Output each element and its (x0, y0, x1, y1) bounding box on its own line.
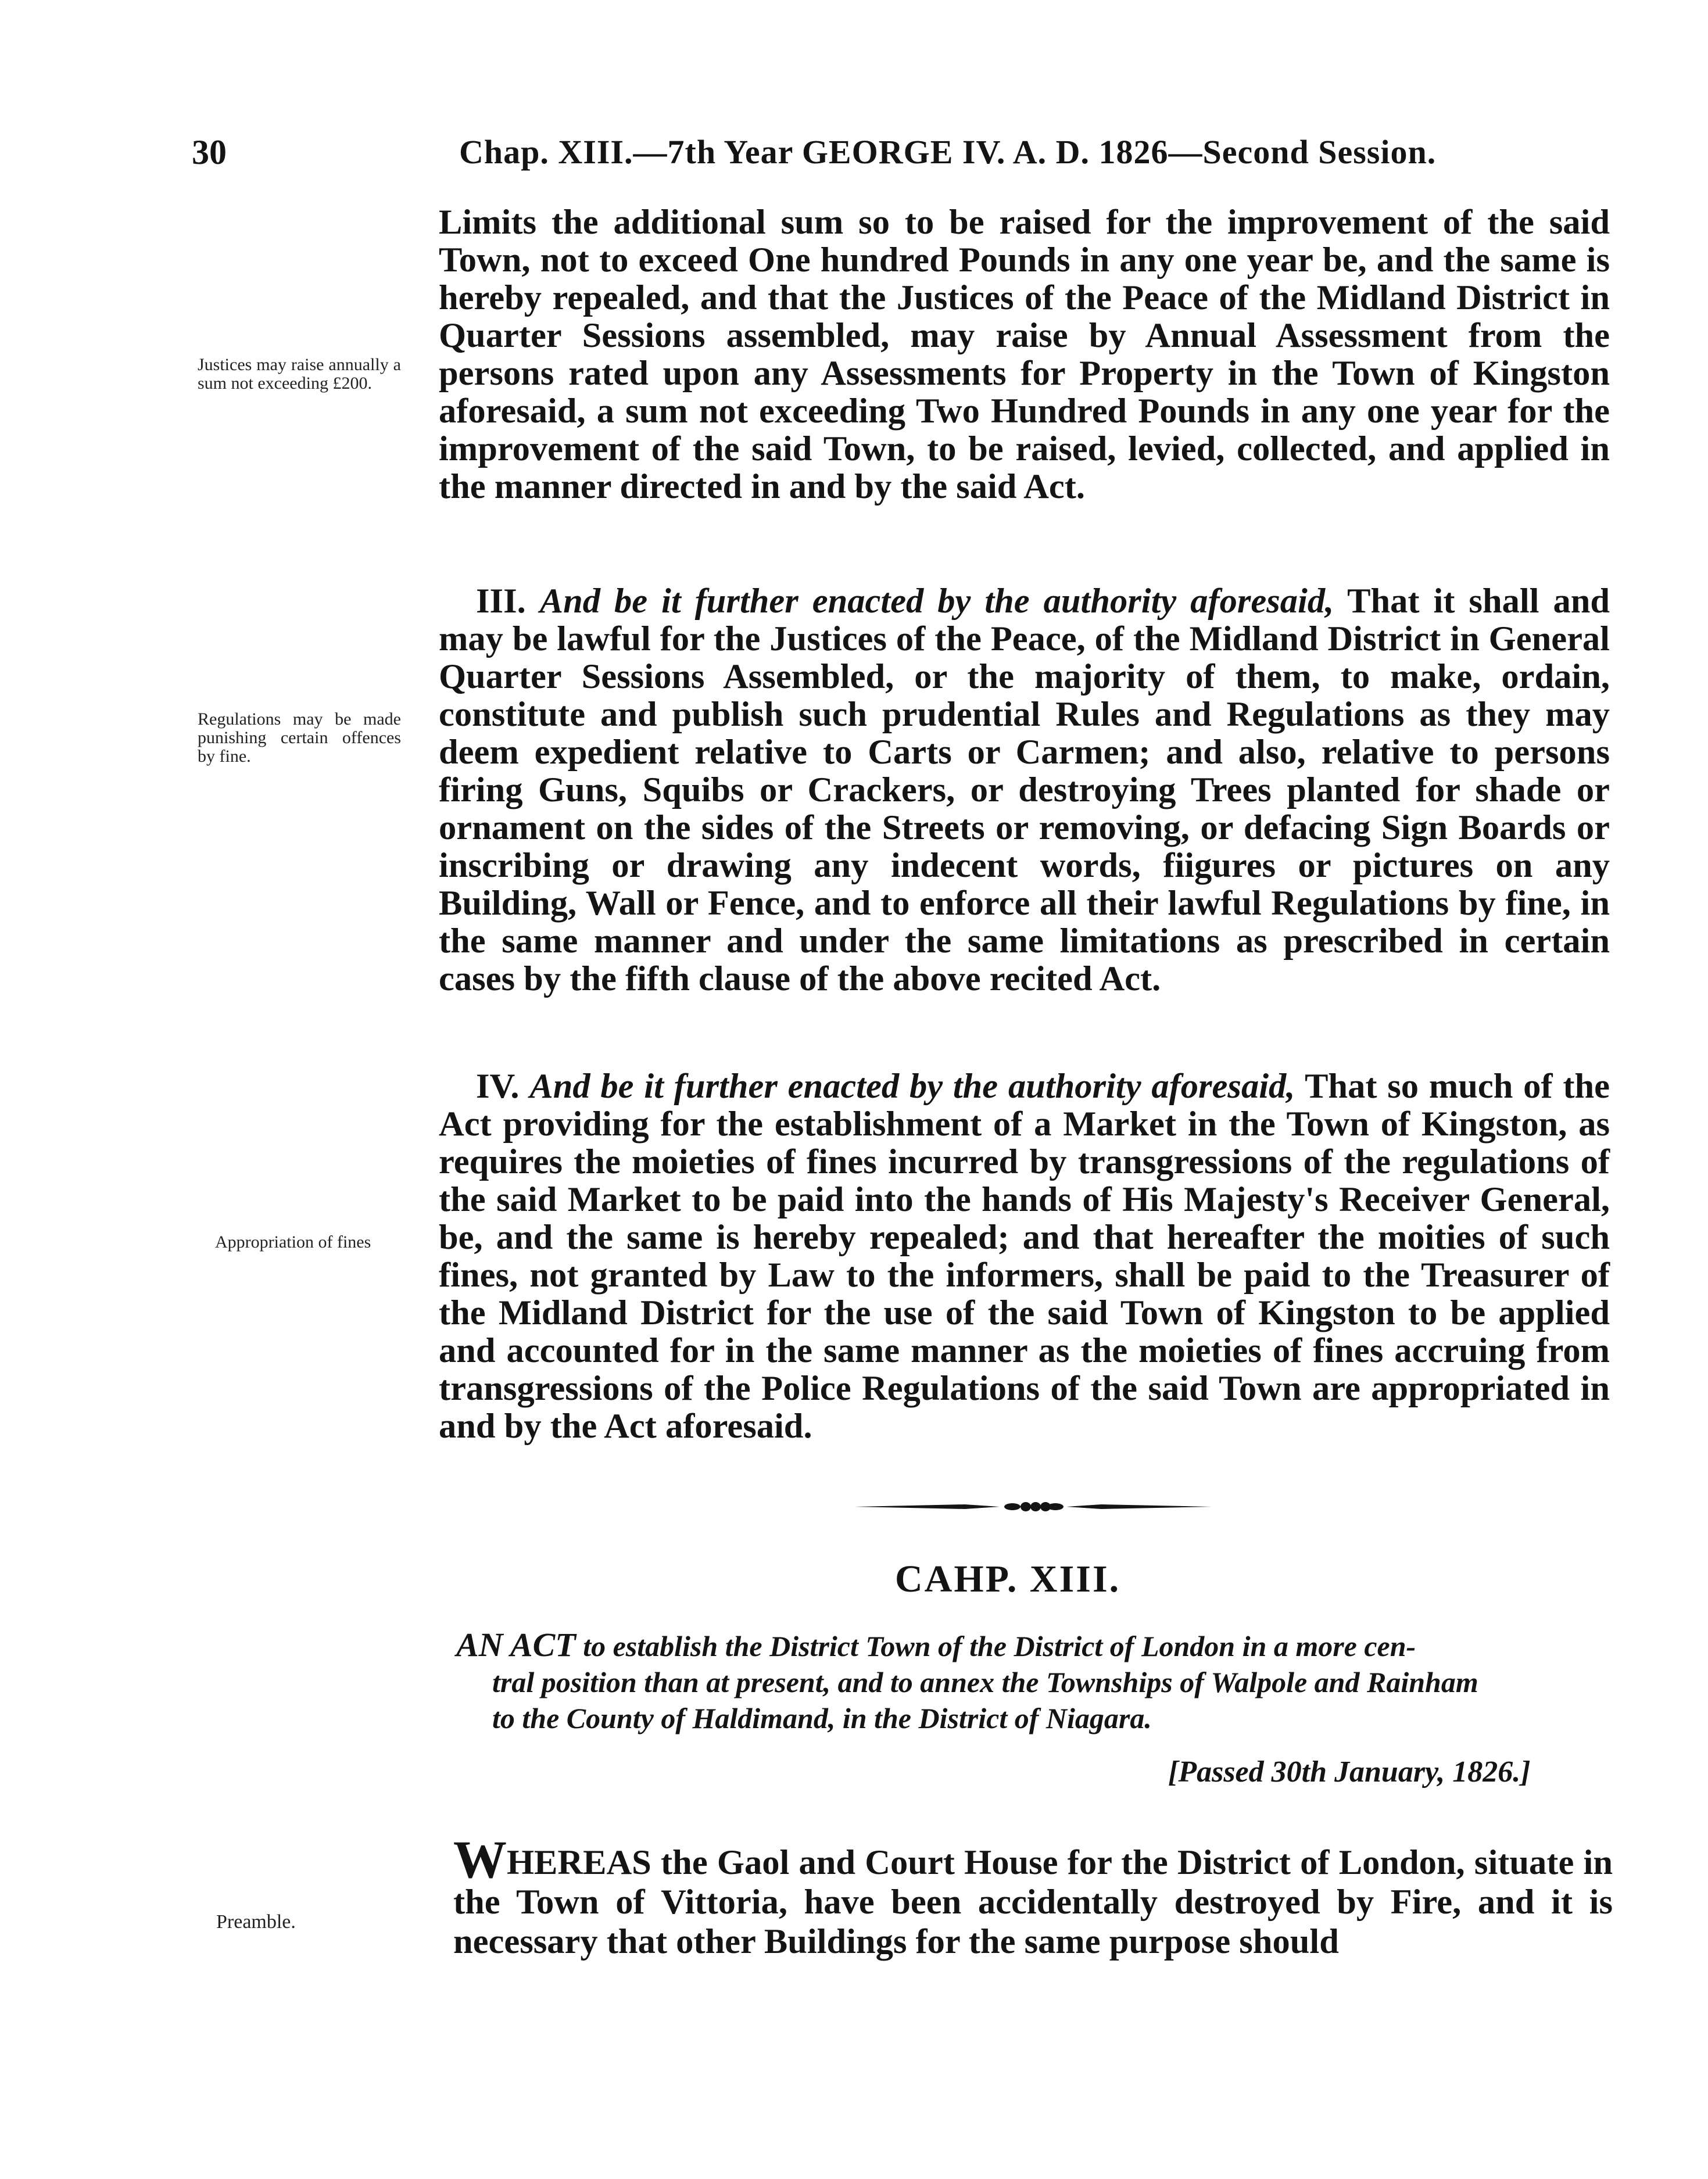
section-3 (439, 582, 1610, 998)
drop-cap: W (453, 1830, 507, 1889)
page-number: 30 (192, 133, 227, 171)
act-title (456, 1627, 1613, 1736)
section-4-enacting-clause: And be it further enacted by the authority aforesaid, (529, 1067, 1295, 1106)
act-title-line-1: to establish the District Town of the District of London in a more cen- (583, 1630, 1416, 1662)
margin-note-justices: Justices may raise annually a sum not exceeding £200. (198, 355, 401, 393)
ornamental-divider (854, 1498, 1212, 1515)
section-4-text: That so much of the Act providing for the establishment of a Market in the Town of Kingston, as requires the moieties of fines incurred by transgressions of the regulations of the said Market to be paid into the hands of His Majesty's Receiver General, be, and the same is hereby repealed; and that hereafter the moities of such fines, not granted by Law to the informers, shall be paid to the Treasurer of the Midland District for the use of the said Town of Kingston to be applied and accounted for in the same manner as the moieties of fines accruing from transgressions of the Police Regulations of the said Town are appropriated in and by the Act aforesaid. (439, 1067, 1610, 1446)
section-3-text: That it shall and may be lawful for the Justices of the Peace, of the Midland District in General Quarter Sessions Assembled, or the majority of them, to make, ordain, constitute and publish such prudential Rules and Regulations as they may deem expedient relative to Carts or Carmen; and also, relative to persons firing Guns, Squibs or Crackers, or destroying Trees planted for shade or ornament on the sides of the Streets or removing, or defacing Sign Boards or inscribing or drawing any indecent words, fiigures or pictures on any Building, Wall or Fence, and to enforce all their lawful Regulations by fine, in the same manner and under the same limitations as prescribed in certain cases by the fifth clause of the above recited Act. (439, 582, 1610, 998)
margin-note-regulations: Regulations may be made punishing certain offences by fine. (198, 709, 401, 766)
section-3-enacting-clause: And be it further enacted by the authority aforesaid, (539, 582, 1334, 621)
section-4 (439, 1067, 1610, 1445)
continuation-paragraph (439, 203, 1610, 506)
chapter-title: CAHP. XIII. (895, 1558, 1121, 1600)
preamble-paragraph (453, 1830, 1613, 1962)
act-title-line-3: to the County of Haldimand, in the District of Niagara. (492, 1702, 1152, 1734)
act-title-line-2: tral position than at present, and to annex the Townships of Walpole and Rainham (492, 1666, 1478, 1698)
preamble-text: HEREAS the Gaol and Court House for the District of London, situate in the Town of Vittoria, have been accidentally destroyed by Fire, and it is necessary that other Buildings for the same purpose should (453, 1843, 1613, 1961)
section-4-number: IV. (476, 1067, 520, 1106)
passed-date: [Passed 30th January, 1826.] (1168, 1755, 1531, 1789)
running-head: Chap. XIII.—7th Year GEORGE IV. A. D. 1826—Second Session. (459, 133, 1437, 171)
margin-note-appropriation: Appropriation of fines (215, 1232, 371, 1252)
continuation-text: Limits the additional sum so to be raised for the improvement of the said Town, not to exceed One hundred Pounds in any one year be, and the same is hereby repealed, and that the Justices of the Peace of the Midland District in Quarter Sessions assembled, may raise by Annual Assessment from the persons rated upon any Assessments for Property in the Town of Kingston aforesaid, a sum not exceeding Two Hundred Pounds in any one year for the improvement of the said Town, to be raised, levied, collected, and applied in the manner directed in and by the said Act. (439, 203, 1610, 506)
margin-note-preamble: Preamble. (216, 1911, 296, 1933)
act-title-lead: AN ACT (456, 1626, 576, 1664)
section-3-number: III. (476, 582, 526, 621)
